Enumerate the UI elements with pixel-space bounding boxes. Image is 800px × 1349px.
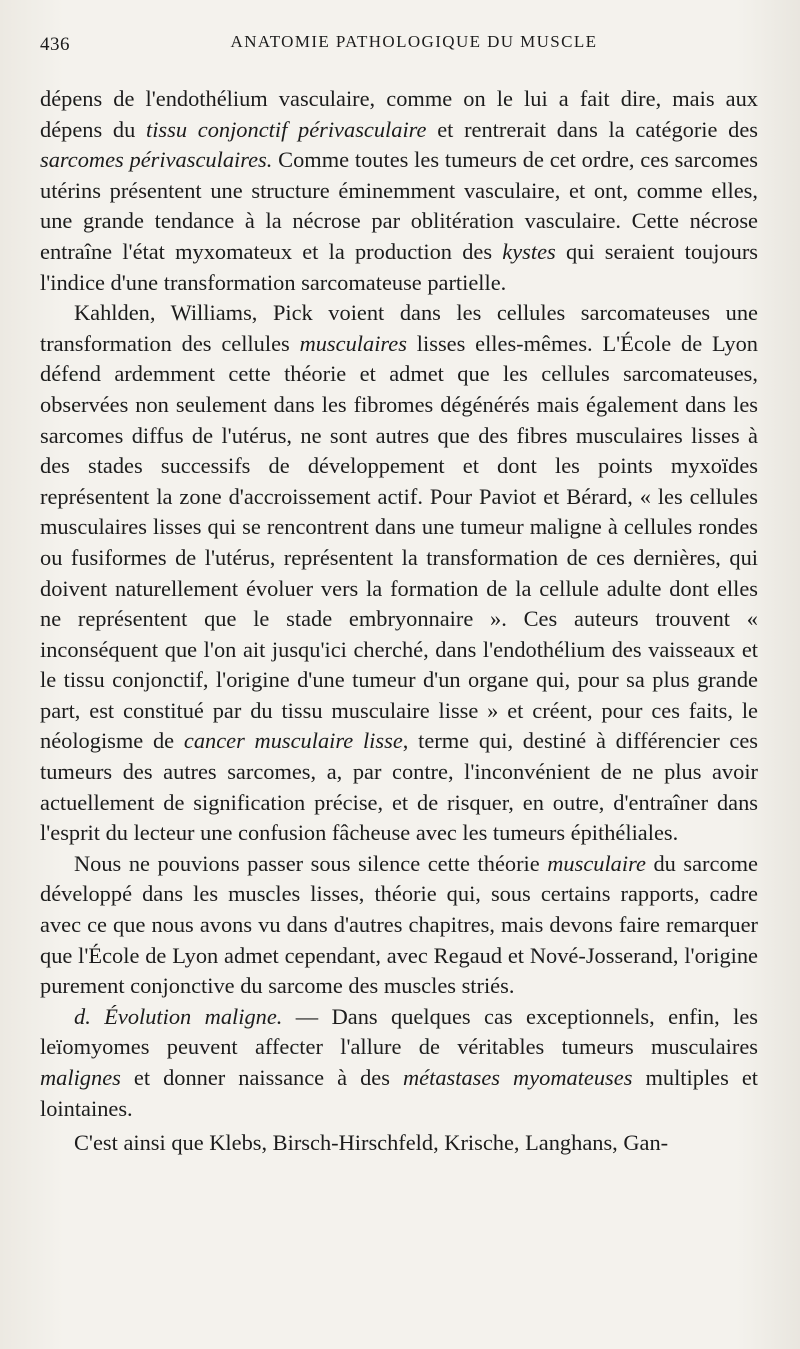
paragraph-3	[40, 849, 758, 1002]
text-segment: lisses elles-mêmes. L'École de Lyon défend ardemment cette théorie et admet que les cellules sarcomateuses, observées non seulement dans les fibromes dégénérés mais également dans les sarcomes diffus de l'utérus, ne sont autres que des fibres musculaires lisses à des stades successifs de développement et dont les points myxoïdes représentent la zone d'accroissement actif. Pour Paviot et Bérard, « les cellules musculaires lisses qui se rencontrent dans une tumeur maligne à cellules rondes ou fusiformes de l'utérus, représentent la transformation de ces dernières, qui doivent naturellement évoluer vers la formation de la cellule adulte dont elles ne représentent que le stade embryonnaire ». Ces auteurs trouvent « inconséquent que l'on ait jusqu'ici cherché, dans l'endothélium des vaisseaux et le tissu conjonctif, l'origine d'une tumeur d'un organe qui, pour sa plus grande part, est constitué par du tissu musculaire lisse » et créent, pour ces faits, le néologisme de	[40, 330, 759, 754]
italic-text-segment: musculaires	[299, 330, 407, 356]
text-segment: — Dans quelques cas exceptionnels, enfin, les leïomyomes peuvent affecter l'allure de véritables tumeurs musculaires	[40, 1003, 759, 1060]
italic-text-segment: sarcomes périvasculaires.	[40, 147, 273, 173]
italic-text-segment: d. Évolution maligne.	[74, 1003, 283, 1029]
paragraph-5	[40, 1128, 758, 1159]
body-text	[40, 84, 758, 1159]
text-segment: multiples et lointaines.	[40, 1065, 759, 1121]
text-segment: du sarcome développé dans les muscles lisses, théorie qui, sous certains rapports, cadre avec ce que nous avons vu dans d'autres chapitres, mais devons faire remarquer que l'École de Lyon admet cependant, avec Regaud et Nové-Josserand, l'origine purement conjonctive du sarcome des muscles striés.	[40, 850, 759, 999]
italic-text-segment: cancer musculaire lisse	[183, 728, 403, 754]
running-title: ANATOMIE PATHOLOGIQUE DU MUSCLE	[230, 32, 598, 51]
italic-text-segment: malignes	[40, 1065, 121, 1090]
text-segment: et donner naissance à des	[120, 1065, 403, 1090]
paragraph-2	[40, 298, 758, 849]
text-segment: Nous ne pouvions passer sous silence cette théorie	[74, 850, 548, 876]
text-segment: C'est ainsi que Klebs, Birsch-Hirschfeld, Krische, Langhans, Gan-	[74, 1130, 669, 1156]
text-segment: et rentrerait dans la catégorie des	[426, 116, 759, 142]
italic-text-segment: kystes	[502, 238, 556, 264]
paragraph-4	[40, 1002, 758, 1124]
running-header	[40, 28, 758, 64]
text-segment: Kahlden, Williams, Pick voient dans les cellules sarcomateuses une transformation des cellules	[40, 300, 758, 356]
italic-text-segment: métastases myomateuses	[402, 1065, 633, 1090]
text-segment: dépens de l'endothélium vasculaire, comme on le lui a fait dire, mais aux dépens du	[40, 86, 758, 142]
paragraph-1	[40, 84, 758, 298]
page-number: 436	[40, 34, 70, 55]
italic-text-segment: tissu conjonctif périvasculaire	[145, 116, 427, 142]
text-segment: Comme toutes les tumeurs de cet ordre, ces sarcomes utérins présentent une structure éminemment vasculaire, et ont, comme elles, une grande tendance à la nécrose par oblitération vasculaire. Cette nécrose entraîne l'état myxomateux et la production des	[40, 147, 758, 264]
italic-text-segment: musculaire	[547, 850, 646, 876]
text-segment: qui seraient toujours l'indice d'une transformation sarcomateuse partielle.	[40, 238, 759, 295]
text-segment: , terme qui, destiné à différencier ces tumeurs des autres sarcomes, a, par contre, l'inconvénient de ne plus avoir actuellement de signification précise, et de risquer, en outre, d'entraîner dans l'esprit du lecteur une confusion fâcheuse avec les tumeurs épithéliales.	[40, 728, 759, 846]
